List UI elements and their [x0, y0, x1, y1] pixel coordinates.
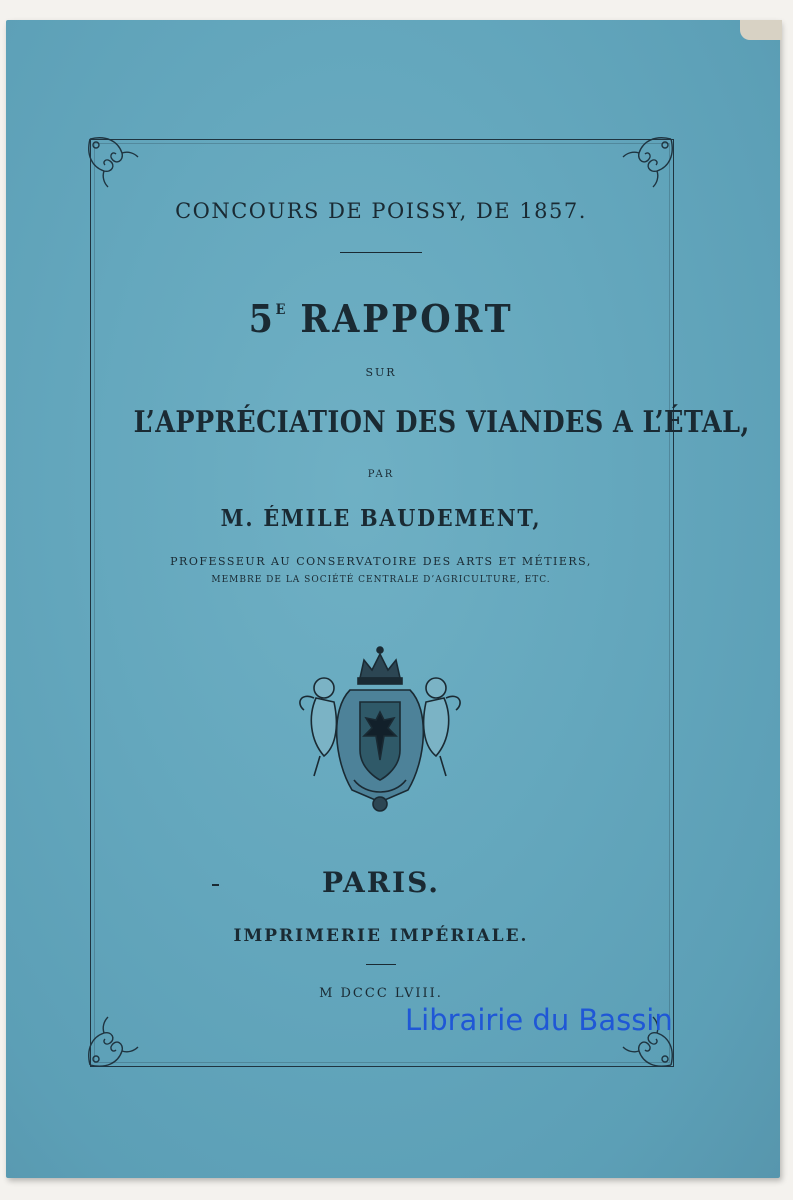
par-label: PAR	[367, 469, 395, 480]
torn-corner	[740, 20, 782, 40]
author-name: M. ÉMILE BAUDEMENT,	[220, 505, 542, 532]
watermark: Librairie du Bassin	[405, 1003, 673, 1037]
cover-heading: CONCOURS DE POISSY, DE 1857.	[175, 199, 587, 223]
corner-ornament-icon	[82, 1015, 140, 1073]
book-title: L’APPRÉCIATION DES VIANDES A L’ÉTAL,	[133, 405, 750, 440]
report-title	[113, 296, 648, 341]
divider-rule	[340, 252, 422, 253]
sur-label: SUR	[365, 366, 397, 379]
author-role-1: PROFESSEUR AU CONSERVATOIRE DES ARTS ET MÉTIERS,	[170, 555, 592, 568]
cover-frame-inner	[94, 143, 750, 1063]
corner-ornament-icon	[621, 131, 679, 189]
printer: IMPRIMERIE IMPÉRIALE.	[233, 926, 529, 946]
publication-year: M DCCC LVIII.	[319, 986, 443, 1001]
city: PARIS.	[321, 866, 441, 899]
report-number-suffix: E	[275, 302, 286, 318]
author-role-2: MEMBRE DE LA SOCIÉTÉ CENTRALE D’AGRICULTURE, ETC.	[211, 575, 551, 585]
corner-ornament-icon	[82, 131, 140, 189]
imperial-coat-of-arms-icon	[290, 640, 470, 820]
report-number: 5	[248, 296, 276, 341]
divider-rule-small	[366, 964, 396, 965]
report-word: RAPPORT	[300, 296, 514, 341]
